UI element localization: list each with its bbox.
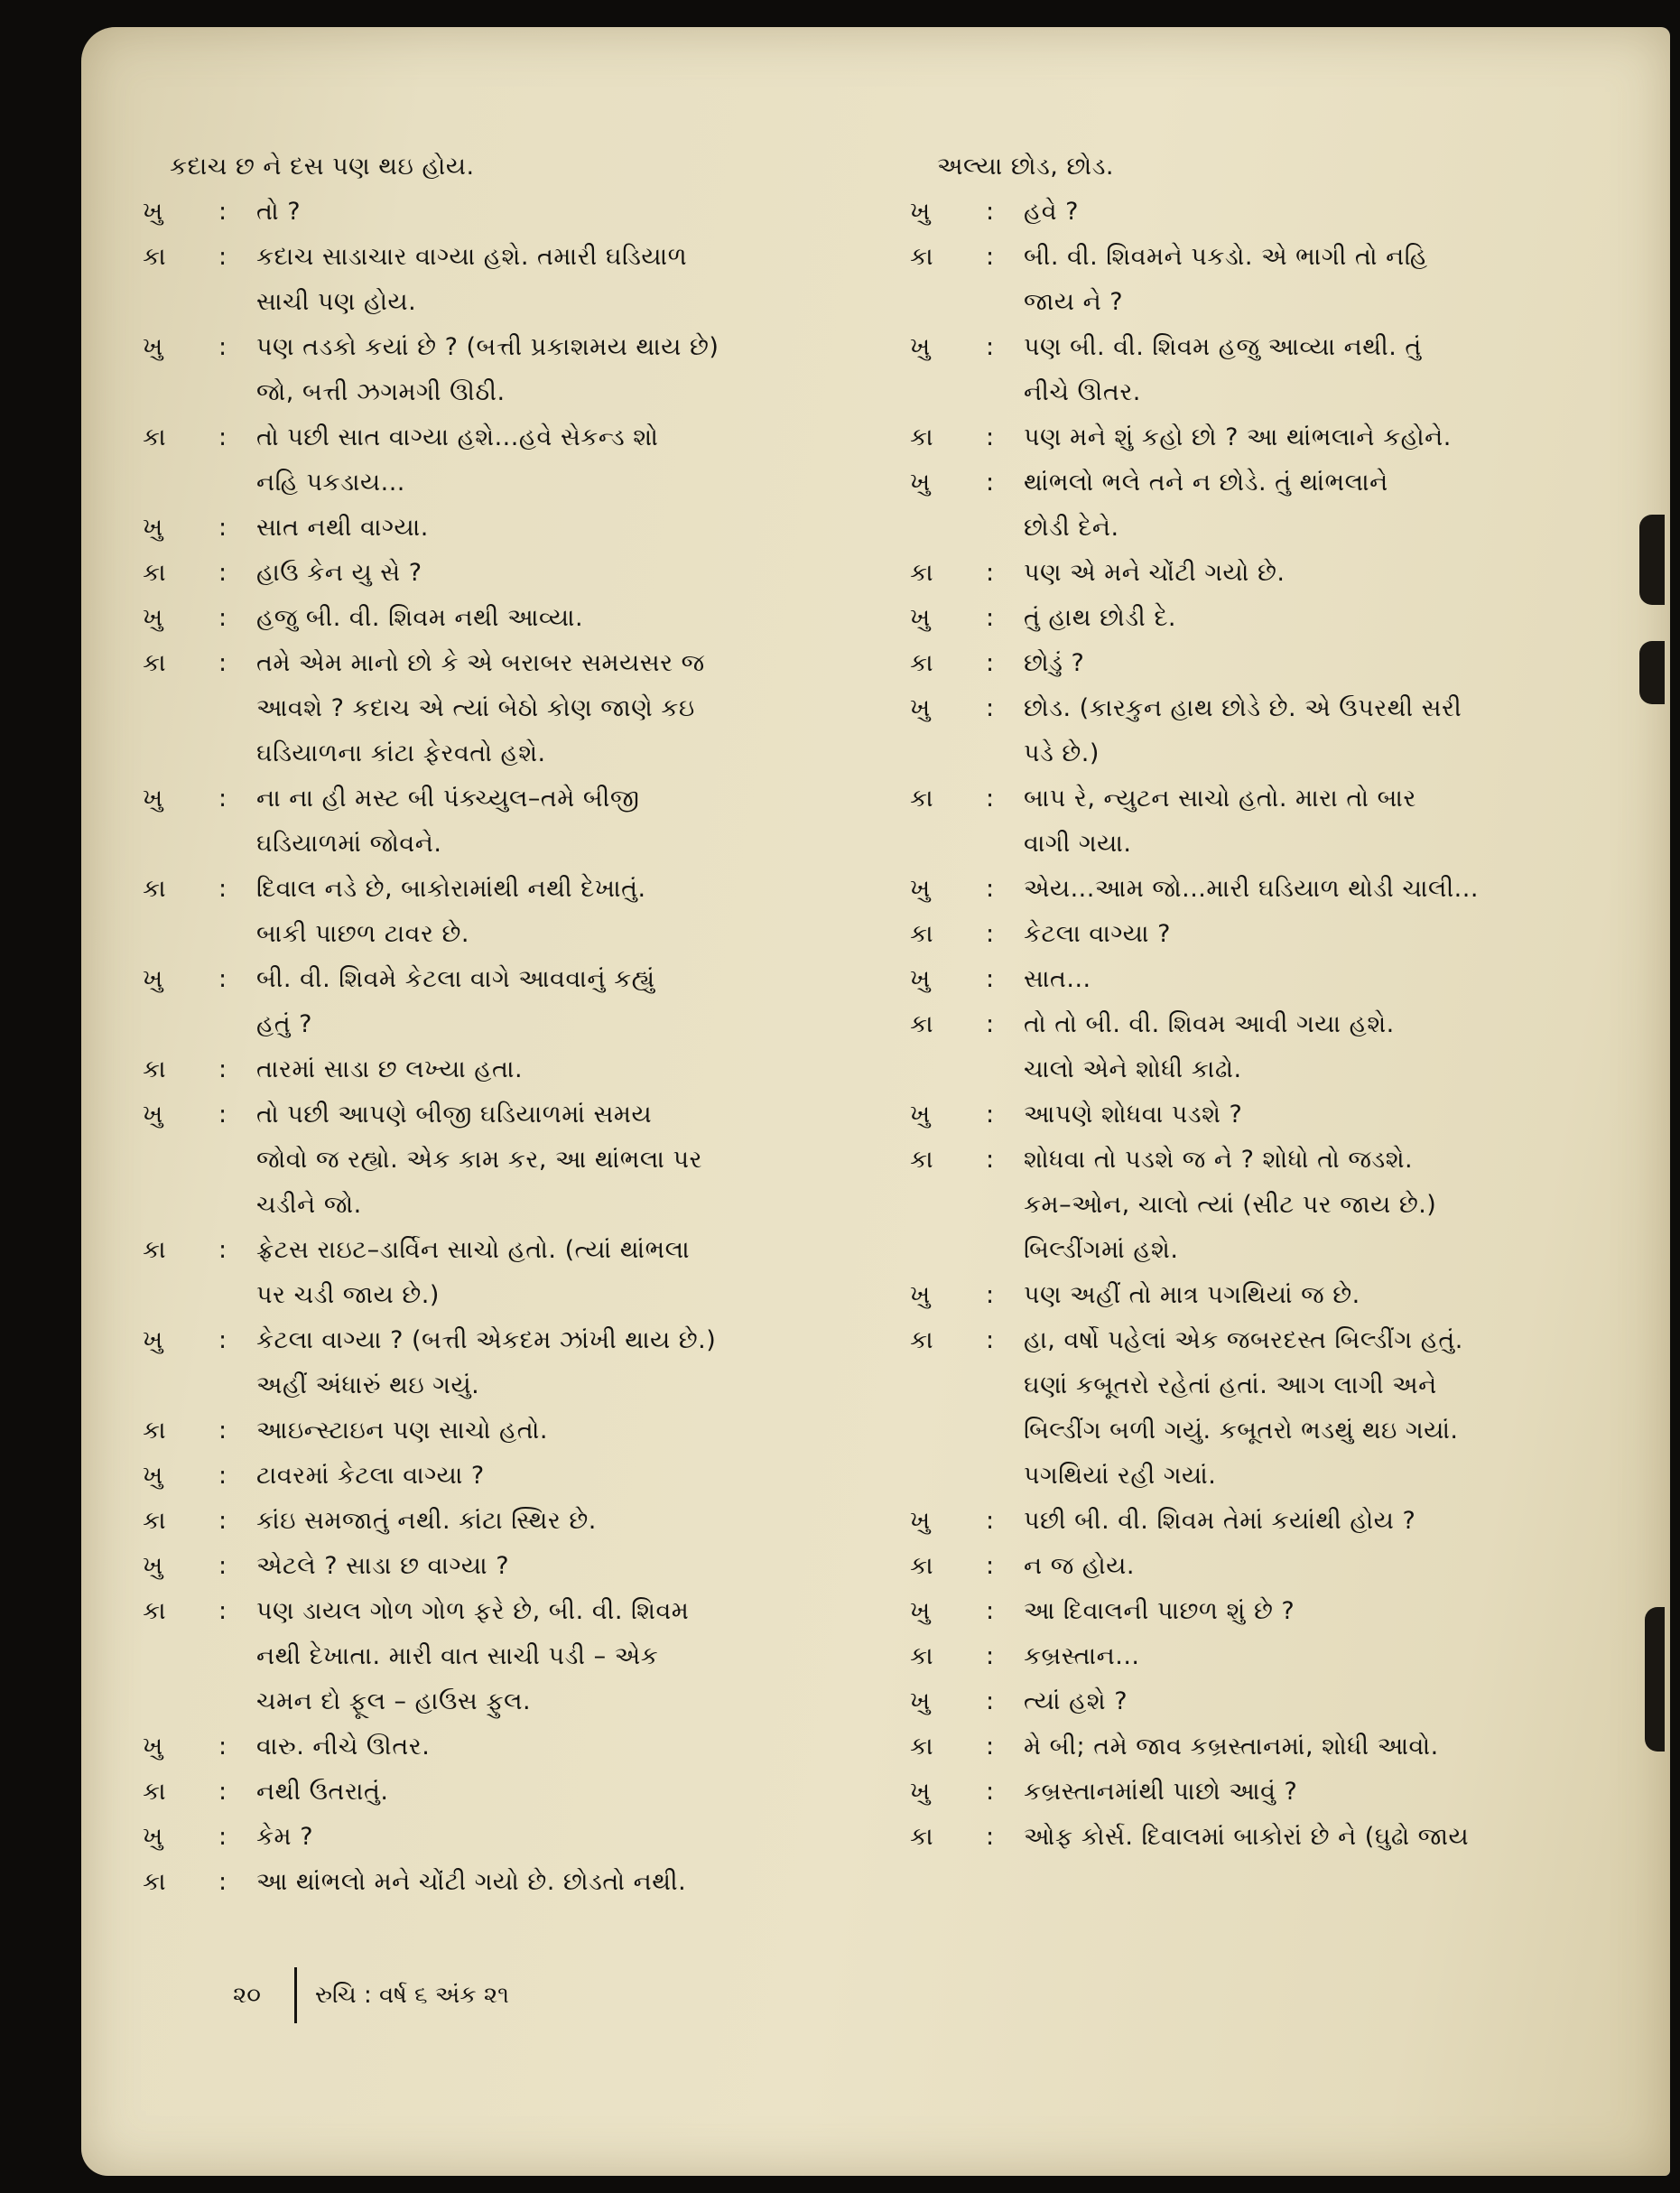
speaker-colon: : [218, 514, 227, 542]
speaker-label: ખુ [910, 333, 931, 361]
dialogue-text: સાત નથી વાગ્યા. [256, 514, 429, 542]
dialogue-line [910, 1002, 1578, 1047]
dialogue-line [143, 190, 811, 235]
dialogue-line [910, 1815, 1578, 1860]
speaker-label: કા [143, 559, 166, 587]
dialogue-line [910, 1273, 1578, 1318]
speaker-label: ખુ [910, 694, 931, 722]
dialogue-text: સાચી પણ હોય. [256, 288, 417, 316]
speaker-colon: : [986, 1687, 995, 1715]
dialogue-continuation [143, 1634, 811, 1679]
speaker-label: કા [143, 1868, 166, 1896]
dialogue-line [910, 1138, 1578, 1183]
speaker-label: કા [910, 785, 933, 813]
speaker-label: ખુ [910, 875, 931, 903]
dialogue-continuation [143, 144, 811, 190]
dialogue-text: કેટલા વાગ્યા ? (બત્તી એકદમ ઝાંખી થાય છે.) [256, 1326, 717, 1354]
speaker-label: ખુ [910, 1281, 931, 1309]
dialogue-text: પણ મને શું કહો છો ? આ થાંભલાને કહોને. [1024, 423, 1452, 451]
speaker-label: કા [910, 1010, 933, 1038]
dialogue-line [910, 957, 1578, 1002]
dialogue-text: છોડું ? [1024, 649, 1085, 677]
dialogue-continuation [910, 144, 1578, 190]
speaker-colon: : [986, 1642, 995, 1670]
dialogue-text: પણ અહીં તો માત્ર પગથિયાં જ છે. [1024, 1281, 1360, 1309]
left-dialogue-column [143, 144, 811, 1905]
dialogue-text: ઘડિયાળના કાંટા ફેરવતો હશે. [256, 739, 546, 767]
dialogue-continuation [910, 1363, 1578, 1408]
dialogue-text: ચાલો એને શોધી કાઢો. [1024, 1055, 1242, 1083]
right-dialogue-column [910, 144, 1578, 1860]
speaker-colon: : [218, 1778, 227, 1806]
speaker-colon: : [218, 649, 227, 677]
dialogue-line [910, 415, 1578, 460]
speaker-label: કા [910, 1326, 933, 1354]
speaker-colon: : [218, 333, 227, 361]
speaker-colon: : [986, 243, 995, 271]
speaker-colon: : [986, 1326, 995, 1354]
speaker-colon: : [986, 965, 995, 993]
dialogue-text: પણ ડાયલ ગોળ ગોળ ફરે છે, બી. વી. શિવમ [256, 1597, 690, 1625]
speaker-colon: : [986, 694, 995, 722]
dialogue-continuation [910, 370, 1578, 415]
footer-divider [294, 1967, 297, 2023]
page-footer [233, 1966, 509, 2024]
speaker-label: કા [143, 243, 166, 271]
dialogue-line [910, 1318, 1578, 1363]
dialogue-line [910, 686, 1578, 731]
dialogue-text: કાંઇ સમજાતું નથી. કાંટા સ્થિર છે. [256, 1507, 597, 1535]
speaker-label: ખુ [910, 604, 931, 632]
dialogue-text: દિવાલ નડે છે, બાકોરામાંથી નથી દેખાતું. [256, 875, 646, 903]
dialogue-text: ટાવરમાં કેટલા વાગ્યા ? [256, 1462, 485, 1490]
dialogue-text: જાય ને ? [1024, 288, 1124, 316]
dialogue-text: તારમાં સાડા છ લખ્યા હતા. [256, 1055, 524, 1083]
dialogue-line [143, 1318, 811, 1363]
speaker-colon: : [986, 1597, 995, 1625]
dialogue-line [910, 551, 1578, 596]
speaker-colon: : [986, 649, 995, 677]
speaker-label: ખુ [143, 1326, 163, 1354]
speaker-colon: : [986, 920, 995, 948]
dialogue-line [910, 235, 1578, 280]
dialogue-continuation [910, 506, 1578, 551]
dialogue-line [910, 1544, 1578, 1589]
speaker-colon: : [986, 785, 995, 813]
dialogue-line [143, 1860, 811, 1905]
speaker-colon: : [218, 1733, 227, 1761]
speaker-colon: : [218, 1552, 227, 1580]
dialogue-text: બિલ્ડીંગ બળી ગયું. કબૂતરો ભડથું થઇ ગયાં. [1024, 1417, 1459, 1445]
dialogue-text: મે બી; તમે જાવ કબ્રસ્તાનમાં, શોધી આવો. [1024, 1733, 1439, 1761]
dialogue-text: તો તો બી. વી. શિવમ આવી ગયા હશે. [1024, 1010, 1395, 1038]
dialogue-text: આવશે ? કદાચ એ ત્યાં બેઠો કોણ જાણે કઇ [256, 694, 695, 722]
speaker-colon: : [986, 1823, 995, 1851]
page-number: ૨૦ [233, 1981, 261, 2009]
speaker-colon: : [218, 1597, 227, 1625]
speaker-label: ખુ [143, 604, 163, 632]
dialogue-continuation [143, 912, 811, 957]
dialogue-continuation [143, 1273, 811, 1318]
dialogue-text: બી. વી. શિવમને પકડો. એ ભાગી તો નહિ [1024, 243, 1428, 271]
speaker-label: કા [143, 1778, 166, 1806]
dialogue-text: ચડીને જો. [256, 1191, 362, 1219]
dialogue-text: હજુ બી. વી. શિવમ નથી આવ્યા. [256, 604, 584, 632]
speaker-colon: : [986, 1101, 995, 1129]
dialogue-continuation [143, 1002, 811, 1047]
dialogue-text: હતું ? [256, 1010, 313, 1038]
dialogue-text: કમ–ઓન, ચાલો ત્યાં (સીટ પર જાય છે.) [1024, 1191, 1437, 1219]
speaker-label: ખુ [143, 198, 163, 226]
speaker-colon: : [218, 1417, 227, 1445]
speaker-colon: : [986, 333, 995, 361]
dialogue-text: સાત... [1024, 965, 1091, 993]
journal-issue: રુચિ : વર્ષ ૬ અંક ૨૧ [315, 1981, 509, 2009]
dialogue-line [143, 1815, 811, 1860]
speaker-colon: : [986, 423, 995, 451]
speaker-label: ખુ [143, 333, 163, 361]
dialogue-text: ફ્રેટસ રાઇટ–ડાર્વિન સાચો હતો. (ત્યાં થાંભલા [256, 1236, 691, 1264]
dialogue-text: આ દિવાલની પાછળ શું છે ? [1024, 1597, 1295, 1625]
dialogue-text: છોડી દેને. [1024, 514, 1119, 542]
dialogue-text: નહિ પકડાય... [256, 469, 405, 497]
speaker-colon: : [986, 1281, 995, 1309]
dialogue-text: એટલે ? સાડા છ વાગ્યા ? [256, 1552, 510, 1580]
dialogue-continuation [143, 731, 811, 776]
dialogue-text: કેમ ? [256, 1823, 314, 1851]
speaker-label: કા [910, 1733, 933, 1761]
dialogue-line [143, 1544, 811, 1589]
dialogue-continuation [910, 1408, 1578, 1454]
speaker-colon: : [218, 559, 227, 587]
dialogue-text: તમે એમ માનો છો કે એ બરાબર સમયસર જ [256, 649, 705, 677]
dialogue-continuation [143, 460, 811, 506]
dialogue-line [143, 1092, 811, 1138]
dialogue-text: જોવો જ રહ્યો. એક કામ કર, આ થાંભલા પર [256, 1146, 702, 1174]
dialogue-text: કદાચ છ ને દસ પણ થઇ હોય. [170, 153, 475, 181]
dialogue-line [143, 1454, 811, 1499]
dialogue-text: પછી બી. વી. શિવમ તેમાં કયાંથી હોય ? [1024, 1507, 1416, 1535]
dialogue-continuation [143, 370, 811, 415]
speaker-colon: : [986, 469, 995, 497]
dialogue-line [143, 1724, 811, 1770]
speaker-label: ખુ [143, 965, 163, 993]
dialogue-line [910, 1679, 1578, 1724]
dialogue-line [143, 1589, 811, 1634]
dialogue-text: બાપ રે, ન્યુટન સાચો હતો. મારા તો બાર [1024, 785, 1416, 813]
dialogue-continuation [910, 731, 1578, 776]
dialogue-text: આપણે શોધવા પડશે ? [1024, 1101, 1243, 1129]
speaker-label: કા [143, 423, 166, 451]
speaker-colon: : [218, 243, 227, 271]
dialogue-continuation [910, 1454, 1578, 1499]
dialogue-text: અહીં અંધારું થઇ ગયું. [256, 1371, 480, 1399]
dialogue-continuation [143, 1183, 811, 1228]
speaker-label: ખુ [143, 1462, 163, 1490]
speaker-colon: : [986, 1507, 995, 1535]
speaker-colon: : [218, 1055, 227, 1083]
dialogue-line [910, 596, 1578, 641]
dialogue-text: પણ તડકો કયાં છે ? (બત્તી પ્રકાશમય થાય છે) [256, 333, 719, 361]
dialogue-line [143, 325, 811, 370]
dialogue-text: શોધવા તો પડશે જ ને ? શોધો તો જડશે. [1024, 1146, 1414, 1174]
speaker-label: ખુ [910, 1597, 931, 1625]
speaker-colon: : [218, 965, 227, 993]
dialogue-line [143, 1770, 811, 1815]
dialogue-text: અલ્યા છોડ, છોડ. [937, 153, 1114, 181]
speaker-label: કા [143, 1055, 166, 1083]
dialogue-line [910, 1634, 1578, 1679]
dialogue-text: ના ના હી મસ્ટ બી પંક્ચ્યુલ–તમે બીજી [256, 785, 640, 813]
dialogue-text: વારુ. નીચે ઊતર. [256, 1733, 431, 1761]
speaker-colon: : [986, 1733, 995, 1761]
dialogue-text: કબ્રસ્તાન... [1024, 1642, 1140, 1670]
dialogue-continuation [143, 1363, 811, 1408]
speaker-label: કા [143, 875, 166, 903]
dialogue-text: બિલ્ડીંગમાં હશે. [1024, 1236, 1179, 1264]
dialogue-line [143, 1047, 811, 1092]
dialogue-text: વાગી ગયા. [1024, 830, 1132, 858]
dialogue-text: પણ બી. વી. શિવમ હજુ આવ્યા નથી. તું [1024, 333, 1422, 361]
dialogue-text: પણ એ મને ચોંટી ગયો છે. [1024, 559, 1286, 587]
dialogue-text: આઇન્સ્ટાઇન પણ સાચો હતો. [256, 1417, 548, 1445]
speaker-label: કા [143, 1597, 166, 1625]
dialogue-line [143, 596, 811, 641]
dialogue-continuation [143, 280, 811, 325]
dialogue-line [143, 235, 811, 280]
dialogue-line [910, 190, 1578, 235]
dialogue-text: તું હાથ છોડી દે. [1024, 604, 1177, 632]
speaker-label: ખુ [143, 1552, 163, 1580]
dialogue-continuation [143, 686, 811, 731]
speaker-colon: : [218, 1462, 227, 1490]
dialogue-text: તો પછી સાત વાગ્યા હશે...હવે સેકન્ડ શો [256, 423, 659, 451]
dialogue-continuation [143, 1679, 811, 1724]
speaker-colon: : [218, 423, 227, 451]
page-torn-edge [1645, 1607, 1665, 1752]
dialogue-line [910, 1589, 1578, 1634]
speaker-label: કા [910, 423, 933, 451]
speaker-colon: : [986, 198, 995, 226]
speaker-colon: : [218, 604, 227, 632]
dialogue-text: કબ્રસ્તાનમાંથી પાછો આવું ? [1024, 1778, 1298, 1806]
speaker-colon: : [986, 1552, 995, 1580]
dialogue-text: થાંભલો ભલે તને ન છોડે. તું થાંભલાને [1024, 469, 1388, 497]
dialogue-continuation [143, 1138, 811, 1183]
speaker-label: કા [910, 1146, 933, 1174]
speaker-label: કા [143, 1417, 166, 1445]
dialogue-text: બાકી પાછળ ટાવર છે. [256, 920, 469, 948]
dialogue-line [910, 1092, 1578, 1138]
speaker-colon: : [986, 1146, 995, 1174]
speaker-label: ખુ [143, 514, 163, 542]
dialogue-text: નથી દેખાતા. મારી વાત સાચી પડી – એક [256, 1642, 659, 1670]
dialogue-text: છોડ. (કારકુન હાથ છોડે છે. એ ઉપરથી સરી [1024, 694, 1462, 722]
dialogue-line [143, 506, 811, 551]
dialogue-text: હા, વર્ષો પહેલાં એક જબરદસ્ત બિલ્ડીંગ હતું. [1024, 1326, 1463, 1354]
dialogue-line [910, 776, 1578, 822]
speaker-label: કા [910, 1642, 933, 1670]
speaker-colon: : [986, 1778, 995, 1806]
dialogue-text: કદાચ સાડાચાર વાગ્યા હશે. તમારી ઘડિયાળ [256, 243, 688, 271]
dialogue-line [910, 867, 1578, 912]
speaker-colon: : [218, 1236, 227, 1264]
speaker-colon: : [218, 1101, 227, 1129]
speaker-colon: : [986, 559, 995, 587]
dialogue-line [910, 912, 1578, 957]
dialogue-line [910, 1770, 1578, 1815]
dialogue-text: ન જ હોય. [1024, 1552, 1135, 1580]
speaker-label: ખુ [910, 1507, 931, 1535]
speaker-colon: : [218, 198, 227, 226]
speaker-label: કા [143, 1507, 166, 1535]
dialogue-line [143, 551, 811, 596]
dialogue-line [143, 867, 811, 912]
speaker-label: ખુ [910, 1687, 931, 1715]
dialogue-line [910, 325, 1578, 370]
dialogue-text: નથી ઉતરાતું. [256, 1778, 389, 1806]
dialogue-line [143, 1408, 811, 1454]
dialogue-text: ઘણાં કબૂતરો રહેતાં હતાં. આગ લાગી અને [1024, 1371, 1437, 1399]
speaker-label: ખુ [143, 1733, 163, 1761]
dialogue-continuation [910, 280, 1578, 325]
dialogue-line [143, 641, 811, 686]
speaker-colon: : [986, 875, 995, 903]
dialogue-line [910, 460, 1578, 506]
dialogue-text: ઓફ કોર્સ. દિવાલમાં બાકોરાં છે ને (ઘુઢો જાય [1024, 1823, 1470, 1851]
speaker-colon: : [986, 1010, 995, 1038]
speaker-label: કા [143, 1236, 166, 1264]
speaker-label: કા [910, 1552, 933, 1580]
speaker-colon: : [218, 1868, 227, 1896]
dialogue-line [910, 641, 1578, 686]
page-binding-hole [1639, 515, 1665, 605]
speaker-label: કા [143, 649, 166, 677]
speaker-label: ખુ [143, 785, 163, 813]
speaker-label: કા [910, 649, 933, 677]
dialogue-continuation [143, 822, 811, 867]
speaker-label: ખુ [910, 965, 931, 993]
dialogue-text: બી. વી. શિવમે કેટલા વાગે આવવાનું કહ્યું [256, 965, 655, 993]
dialogue-line [143, 1228, 811, 1273]
dialogue-text: તો ? [256, 198, 302, 226]
speaker-label: ખુ [910, 198, 931, 226]
dialogue-line [143, 957, 811, 1002]
dialogue-continuation [910, 822, 1578, 867]
dialogue-text: કેટલા વાગ્યા ? [1024, 920, 1171, 948]
speaker-label: ખુ [143, 1823, 163, 1851]
dialogue-line [143, 1499, 811, 1544]
speaker-colon: : [218, 1507, 227, 1535]
dialogue-text: ચમન દો ફૂલ – હાઉસ ફુલ. [256, 1687, 532, 1715]
speaker-colon: : [218, 785, 227, 813]
speaker-label: ખુ [910, 469, 931, 497]
page-binding-hole [1639, 641, 1665, 704]
speaker-label: કા [910, 1823, 933, 1851]
speaker-label: ખુ [910, 1101, 931, 1129]
dialogue-text: આ થાંભલો મને ચોંટી ગયો છે. છોડતો નથી. [256, 1868, 687, 1896]
dialogue-continuation [910, 1183, 1578, 1228]
speaker-colon: : [986, 604, 995, 632]
dialogue-line [910, 1499, 1578, 1544]
speaker-label: ખુ [143, 1101, 163, 1129]
dialogue-text: પર ચડી જાય છે.) [256, 1281, 440, 1309]
dialogue-text: ત્યાં હશે ? [1024, 1687, 1128, 1715]
dialogue-text: પગથિયાં રહી ગયાં. [1024, 1462, 1217, 1490]
dialogue-continuation [910, 1228, 1578, 1273]
dialogue-text: હવે ? [1024, 198, 1079, 226]
dialogue-text: હાઉ કેન યુ સે ? [256, 559, 422, 587]
speaker-label: ખુ [910, 1778, 931, 1806]
speaker-label: કા [910, 559, 933, 587]
dialogue-continuation [910, 1047, 1578, 1092]
speaker-colon: : [218, 1823, 227, 1851]
dialogue-text: જો, બત્તી ઝગમગી ઊઠી. [256, 378, 506, 406]
speaker-colon: : [218, 1326, 227, 1354]
speaker-colon: : [218, 875, 227, 903]
dialogue-line [143, 415, 811, 460]
dialogue-line [143, 776, 811, 822]
dialogue-text: એય...આમ જો...મારી ઘડિયાળ થોડી ચાલી... [1024, 875, 1479, 903]
dialogue-text: ઘડિયાળમાં જોવને. [256, 830, 442, 858]
speaker-label: કા [910, 920, 933, 948]
dialogue-line [910, 1724, 1578, 1770]
speaker-label: કા [910, 243, 933, 271]
dialogue-text: તો પછી આપણે બીજી ઘડિયાળમાં સમય [256, 1101, 653, 1129]
dialogue-text: નીચે ઊતર. [1024, 378, 1141, 406]
dialogue-text: પડે છે.) [1024, 739, 1100, 767]
